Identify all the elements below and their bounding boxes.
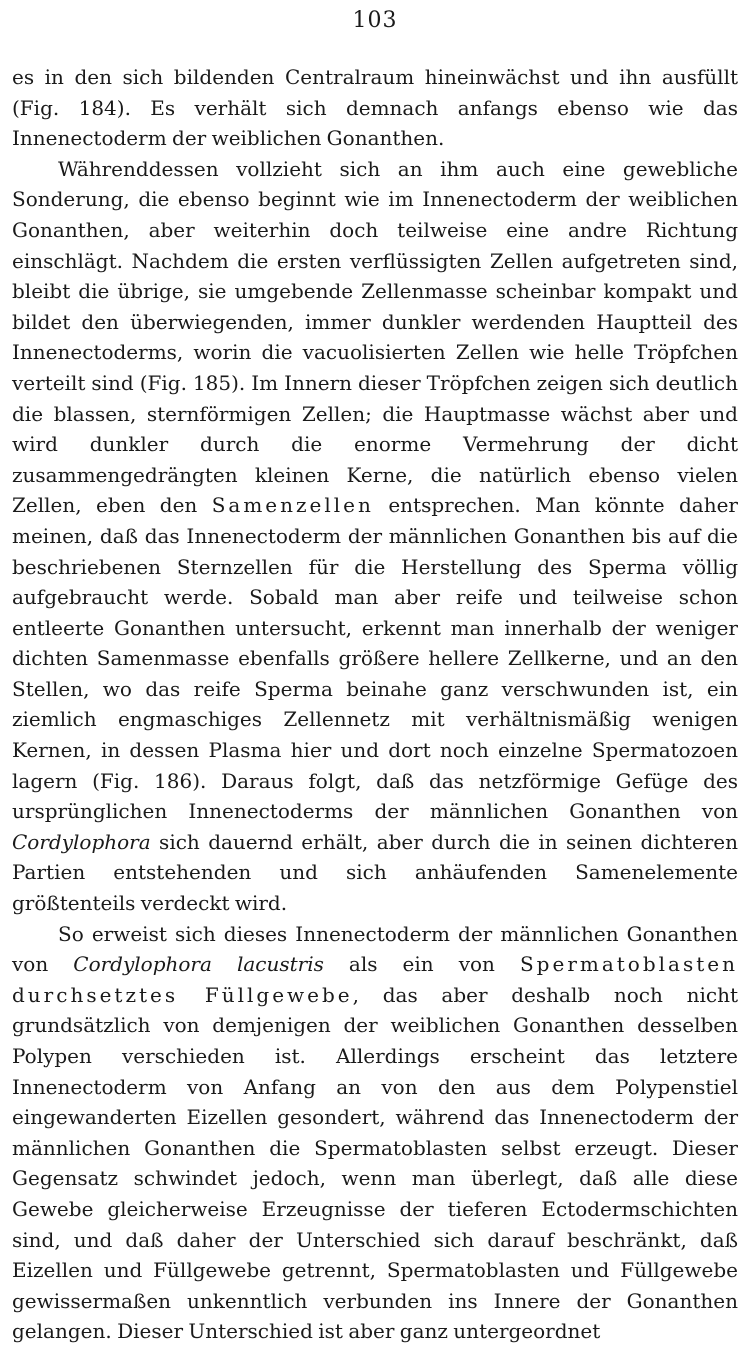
- paragraph-innenectoderm: [12, 919, 738, 1347]
- text-segment: sich dauernd erhält, aber durch die in seinen dichteren Partien entstehenden und sich anhäufenden Samenelemente größtenteils verdeckt wird.: [12, 829, 738, 916]
- spaced-term-spermatoblasten: Spermatoblasten durchsetztes Füllgewebe: [12, 952, 738, 1007]
- book-page: [12, 6, 738, 1347]
- italic-term-cordylophora: Cordylophora: [12, 829, 151, 854]
- text-segment: als ein von: [323, 952, 520, 977]
- text-segment: Währenddessen vollzieht sich an ihm auch eine gewebliche Sonderung, die ebenso beginnt wie im Innenectoderm der weiblichen Gonanthen, aber weiterhin doch teilweise eine andre Richtung einschlägt. Nachdem die ersten verflüssigten Zellen aufgetreten sind, bleibt die übrige, sie umgebende Zellenmasse scheinbar kompakt und bildet den überwiegenden, immer dunkler werdenden Hauptteil des Innenectoderms, worin die vacuolisierten Zellen wie helle Tröpfchen verteilt sind (Fig. 185). Im Innern dieser Tröpfchen zeigen sich deutlich die blassen, sternförmigen Zellen; die Hauptmasse wächst aber und wird dunkler durch die enorme Vermehrung der dicht zusammengedrängten kleinen Kerne, die natürlich ebenso vielen Zellen, eben den: [12, 156, 738, 518]
- paragraph-gewebliche-sonderung: [12, 154, 738, 919]
- paragraph-continuation: [12, 62, 738, 154]
- page-number: 103: [352, 8, 398, 33]
- text-segment: entsprechen. Man könnte daher meinen, daß das Innenectoderm der männlichen Gonanthen bis auf die beschriebenen Sternzellen für die Herstellung des Sperma völlig aufgebraucht werde. Sobald man aber reife und teilweise schon entleerte Gonanthen untersucht, erkennt man innerhalb der weniger dichten Samenmasse ebenfalls größere hellere Zellkerne, und an den Stellen, wo das reife Sperma beinahe ganz verschwunden ist, ein ziemlich engmaschiges Zellennetz mit verhältnismäßig wenigen Kernen, in dessen Plasma hier und dort noch einzelne Spermatozoen lagern (Fig. 186). Daraus folgt, daß das netzförmige Gefüge des ursprünglichen Innenectoderms der männlichen Gonanthen von: [12, 493, 738, 824]
- text-segment: es in den sich bildenden Centralraum hineinwächst und ihn ausfüllt (Fig. 184). Es verhält sich demnach anfangs ebenso wie das Innenectoderm der weiblichen Gonanthen.: [12, 65, 738, 151]
- text-segment: So erweist sich dieses Innenectoderm der männlichen Gonanthen von: [12, 921, 738, 977]
- italic-term-cordylophora-lacustris: Cordylophora lacustris: [73, 952, 324, 977]
- text-segment: , das aber deshalb noch nicht grundsätzlich von demjenigen der weiblichen Gonanthen desselben Polypen verschieden ist. Allerdings erscheint das letztere Innenectoderm von Anfang an von den aus dem Polypenstiel eingewanderten Eizellen gesondert, während das Innenectoderm der männlichen Gonanthen die Spermatoblasten selbst erzeugt. Dieser Gegensatz schwindet jedoch, wenn man überlegt, daß alle diese Gewebe gleicherweise Erzeugnisse der tieferen Ectodermschichten sind, und daß daher der Unterschied sich darauf beschränkt, daß Eizellen und Füllgewebe getrennt, Spermatoblasten und Füllgewebe gewissermaßen unkenntlich verbunden ins Innere der Gonanthen gelangen. Dieser Unterschied ist aber ganz untergeordnet: [12, 982, 738, 1344]
- spaced-term-samenzellen: Samenzellen: [211, 493, 374, 518]
